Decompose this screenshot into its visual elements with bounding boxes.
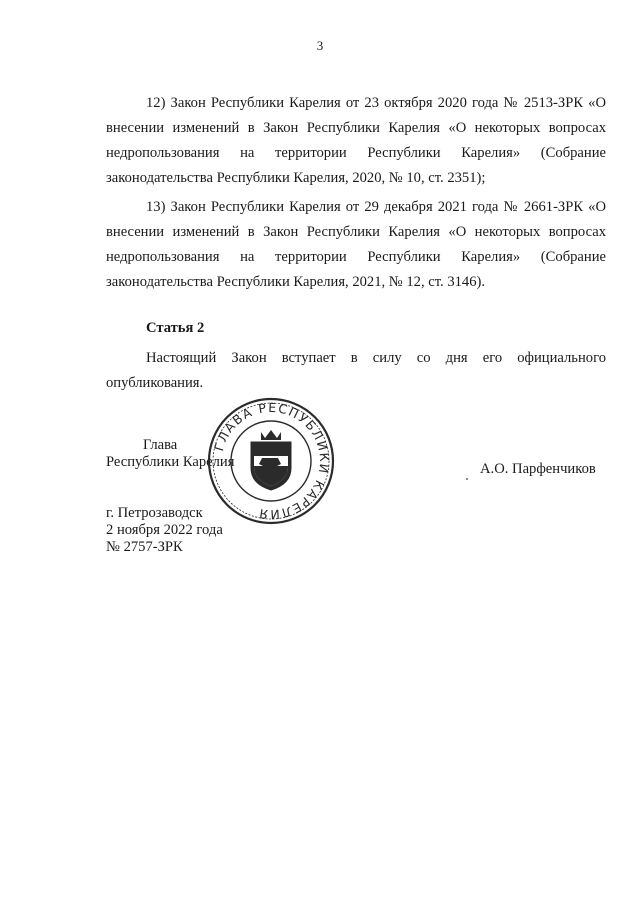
list-item-12: 12) Закон Республики Карелия от 23 октября 2020 года № 2513-ЗРК «О внесении изменений в Закон Республики Карелия «О некоторых вопросах недропользования на территории Республики Карелия» (Собрание законодательства Республики Карелия, 2020, № 10, ст. 2351); (106, 95, 606, 186)
article-body: Настоящий Закон вступает в силу со дня его официального опубликования. (106, 350, 606, 391)
signatory-name: А.О. Парфенчиков (480, 461, 596, 477)
signatory-role-line2: Республики Карелия (106, 454, 235, 470)
svg-text:ГЛАВА РЕСПУБЛИКИ КАРЕЛИЯ: ГЛАВА РЕСПУБЛИКИ КАРЕЛИЯ (211, 399, 333, 523)
article-heading: Статья 2 (146, 320, 205, 336)
place-city: г. Петрозаводск (106, 505, 203, 521)
page-number: 3 (316, 38, 324, 53)
signatory-role-line1: Глава (143, 437, 178, 453)
official-seal-stamp (206, 396, 336, 526)
scan-artifact (466, 478, 468, 480)
place-date: 2 ноября 2022 года (106, 522, 223, 538)
law-number: № 2757-ЗРК (106, 539, 183, 555)
list-item-13: 13) Закон Республики Карелия от 29 декабря 2021 года № 2661-ЗРК «О внесении изменений в Закон Республики Карелия «О некоторых вопросах недропользования на территории Республики Карелия» (Собрание законодательства Республики Карелия, 2021, № 12, ст. 3146). (106, 199, 606, 290)
